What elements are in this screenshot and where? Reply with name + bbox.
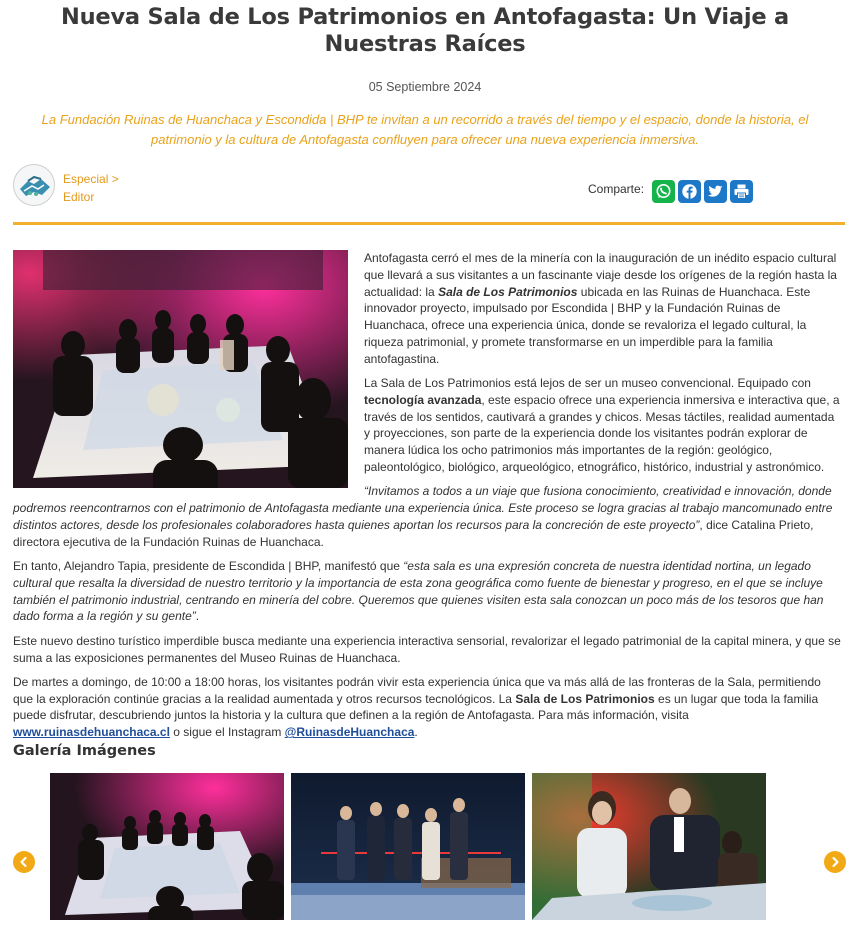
paragraph-2: La Sala de Los Patrimonios está lejos de ser un museo convencional. Equipado con tecnología avanzada, este espacio ofrece una experiencia inmersiva e interactiva que, a través de los sentidos, cautivará a grandes y chicos. Mesas táctiles, realidad aumentada y proyecciones, son parte de la experiencia donde los visitantes podrán explorar de manera lúdica los ocho patrimonios más importantes de la región: geológico, paleontológico, biológico, arqueológico, etnográfico, histórico, industrial y astronómico. bbox=[364, 376, 840, 475]
paragraph-4: En tanto, Alejandro Tapia, presidente de Escondida | BHP, manifestó que “esta sala es una expresión concreta de nuestra identidad nortina, un legado cultural que resalta la diversidad de nuestro territorio y la importancia de esta zona geográfica como fuente de bienestar y progreso, en el que se incluye también el patrimonio industrial, centrando en minería del cobre. Queremos que quienes visiten esta sala conozcan un poco más de los tesoros que han dado forma a la región y su gente”. bbox=[13, 559, 824, 624]
twitter-share-button[interactable] bbox=[704, 180, 727, 203]
gallery-image-2[interactable] bbox=[291, 773, 525, 920]
instagram-link[interactable]: @RuinasdeHuanchaca bbox=[284, 725, 415, 740]
gallery-image-3[interactable] bbox=[532, 773, 766, 920]
article-lead: La Fundación Ruinas de Huanchaca y Escondida | BHP te invitan a un recorrido a través del tiempo y el espacio, donde la historia, el patrimonio y la cultura de Antofagasta confluyen para ofrecer una nueva experiencia inmersiva. bbox=[41, 112, 809, 147]
article-title: Nueva Sala de Los Patrimonios en Antofagasta: Un Viaje a Nuestras Raíces bbox=[60, 4, 790, 57]
gallery-title: Galería Imágenes bbox=[13, 743, 156, 759]
chevron-left-icon bbox=[18, 856, 30, 868]
share-label: Comparte: bbox=[588, 182, 645, 196]
whatsapp-icon bbox=[655, 183, 672, 200]
author-role: Editor bbox=[63, 190, 95, 204]
print-icon bbox=[733, 183, 750, 200]
gallery-prev-button[interactable] bbox=[13, 851, 35, 873]
chevron-right-icon bbox=[829, 856, 841, 868]
paragraph-3-quote: “Invitamos a todos a un viaje que fusiona conocimiento, creatividad e innovación, donde podremos reencontrarnos con el patrimonio de Antofagasta mediante una experiencia única. Este proceso se logra gracias al trabajo mancomunado entre distintos actores, desde los profesionales colaboradores hasta quienes aportan los recursos para la concreción de este proyecto”, dice Catalina Prieto, directora ejecutiva de la Fundación Ruinas de Huanchaca. bbox=[13, 484, 833, 549]
website-link[interactable]: www.ruinasdehuanchaca.cl bbox=[13, 725, 170, 740]
facebook-share-button[interactable] bbox=[678, 180, 701, 203]
handshake-icon bbox=[13, 164, 55, 206]
gallery-image-1[interactable] bbox=[50, 773, 284, 920]
facebook-icon bbox=[681, 183, 698, 200]
paragraph-6: De martes a domingo, de 10:00 a 18:00 horas, los visitantes podrán vivir esta experiencia única que va más allá de las fronteras de la Sala, permitiendo que la exploración continúe gracias a la realidad aumentada y otros recursos tecnológicos. La Sala de Los Patrimonios es un lugar que toda la familia puede disfrutar, descubriendo juntos la historia y la cultura que definen a la región de Antofagasta. Para más información, visita www.ruinasdehuanchaca.cl o sigue el Instagram @RuinasdeHuanchaca. bbox=[13, 674, 821, 740]
accent-divider bbox=[13, 222, 845, 225]
paragraph-5: Este nuevo destino turístico imperdible busca mediante una experiencia interactiva sensorial, revalorizar el legado patrimonial de la capital minera, y que se suma a las exposiciones permanentes del Museo Ruinas de Huanchaca. bbox=[13, 633, 841, 665]
twitter-icon bbox=[707, 183, 724, 200]
hero-photo-space bbox=[13, 250, 348, 488]
article-date: 05 Septiembre 2024 bbox=[368, 80, 482, 94]
print-share-button[interactable] bbox=[730, 180, 753, 203]
author-category-link[interactable]: Especial > bbox=[63, 172, 119, 186]
gallery-next-button[interactable] bbox=[824, 851, 846, 873]
article-body bbox=[13, 250, 843, 749]
whatsapp-share-button[interactable] bbox=[652, 180, 675, 203]
paragraph-1: Antofagasta cerró el mes de la minería con la inauguración de un inédito espacio cultural que llevará a sus visitantes a un fascinante viaje desde los orígenes de la región hasta la actualidad: la Sala de Los Patrimonios ubicada en las Ruinas de Huanchaca. Este innovador proyecto, impulsado por Escondida | BHP y la Fundación Ruinas de Huanchaca, ofrece una experiencia única, donde se revaloriza el legado cultural, la riqueza patrimonial, y promete transformarse en un imperdible para la familia antofagastina. bbox=[364, 251, 837, 366]
